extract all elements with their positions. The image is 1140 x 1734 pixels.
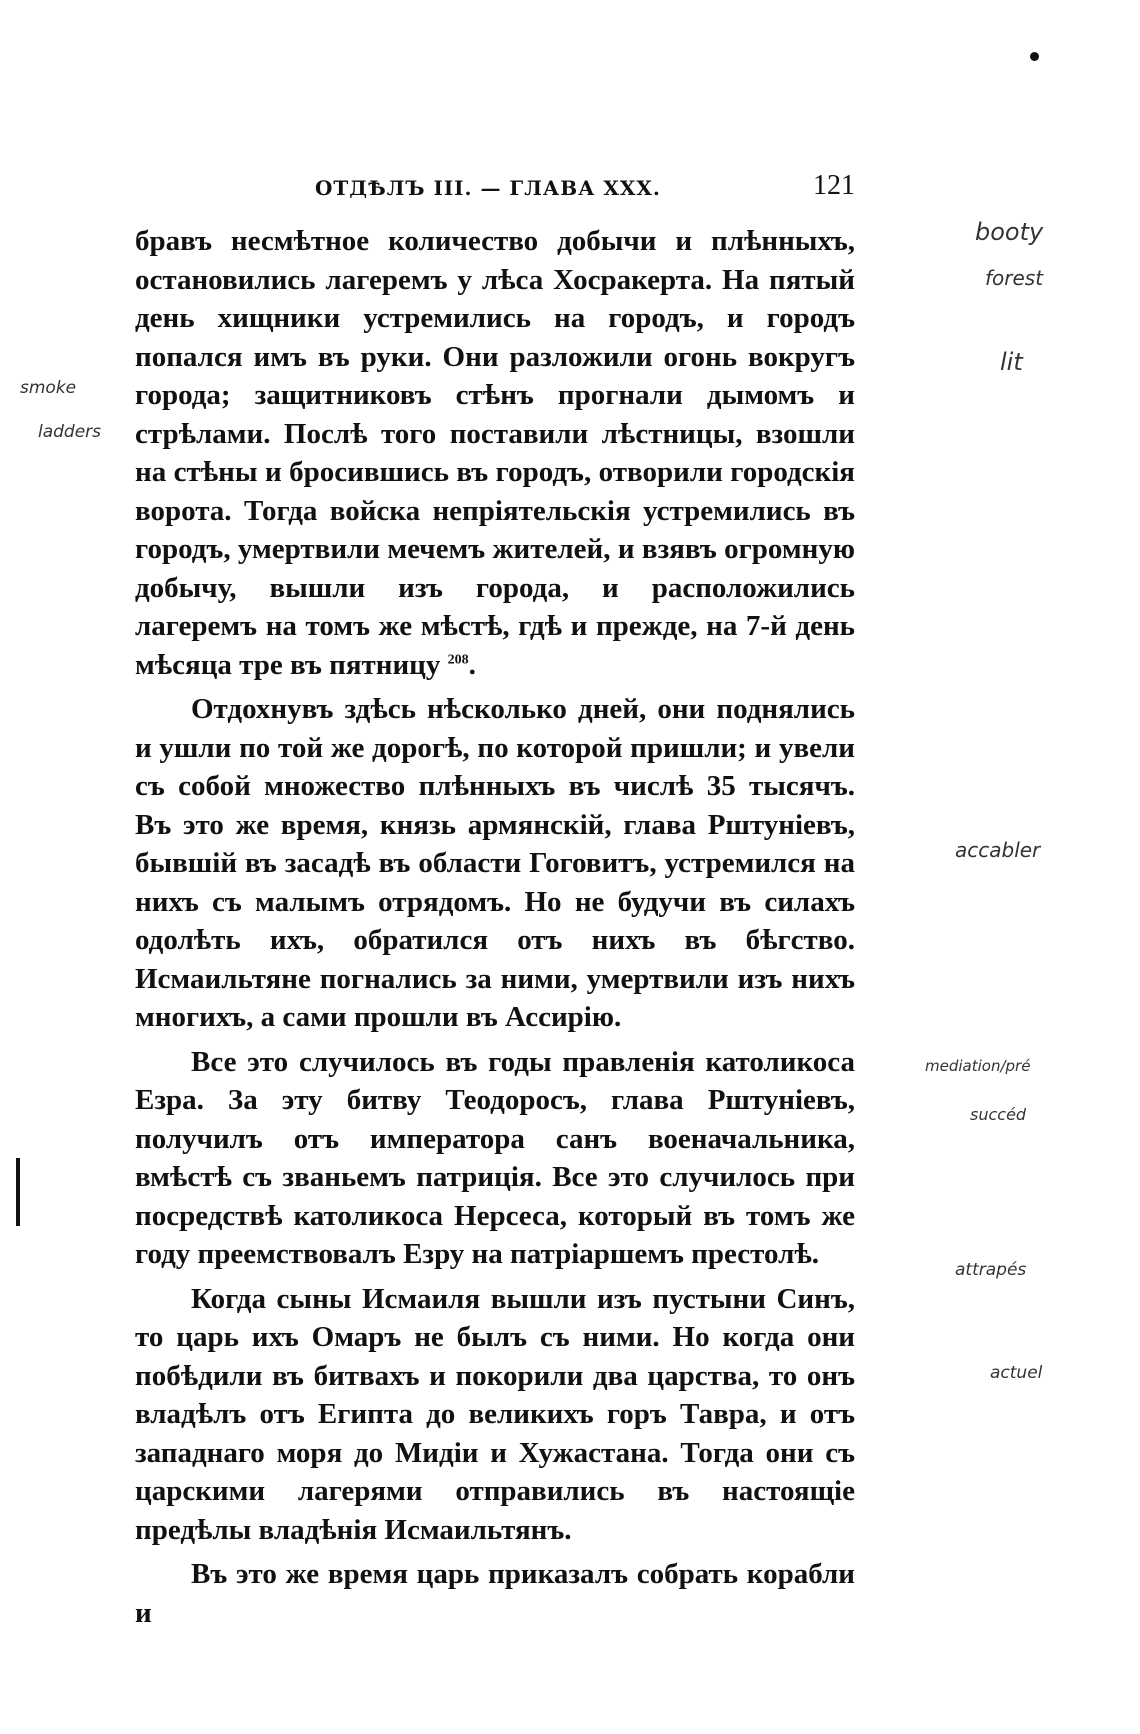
margin-note-smoke: smoke [20, 378, 77, 398]
paragraph-4: Когда сыны Исмаиля вышли изъ пустыни Синъ, то царь ихъ Омаръ не былъ съ ними. Но когда они побѣдили въ битвахъ и покорили два царства, то онъ владѣлъ отъ Египта до великихъ горъ Тавра, и отъ западнаго моря до Мидіи и Хужастана. Тогда они съ царскими лагерями отправились въ настоящіе предѣлы владѣнія Исмаильтянъ. [135, 1282, 855, 1546]
paragraph-1 [135, 222, 855, 684]
page-header [135, 170, 855, 210]
body-text [135, 222, 855, 1632]
ink-dot [1030, 52, 1039, 61]
footnote-ref-208: 208 [447, 651, 469, 667]
margin-note-forest: forest [985, 266, 1044, 290]
margin-note-succed: succéd [970, 1105, 1027, 1124]
margin-rule-mark [16, 1158, 20, 1226]
margin-note-actuel: actuel [990, 1363, 1043, 1383]
paragraph-1-text: бравъ несмѣтное количество добычи и плѣнныхъ, остановились лагеремъ у лѣса Хосракерта. На пятый день хищники устремились на городъ, и городъ попался имъ въ руки. Они разложили огонь вокругъ города; защитниковъ стѣнъ прогнали дымомъ и стрѣлами. Послѣ того поставили лѣстницы, взошли на стѣны и бросившись въ городъ, отворили городскія ворота. Тогда войска непріятельскія устремились въ городъ, умертвили мечемъ жителей, и взявъ огромную добычу, вышли изъ города, и расположились лагеремъ на томъ же мѣстѣ, гдѣ и прежде, на 7-й день мѣсяца тре въ пятницу [135, 225, 855, 681]
margin-note-ladders: ladders [38, 422, 102, 442]
paragraph-1-tail: . [468, 648, 476, 681]
margin-note-accabler: accabler [955, 838, 1041, 862]
margin-note-mediation: mediation/pré [925, 1057, 1031, 1075]
paragraph-5: Въ это же время царь приказалъ собрать корабли и [135, 1558, 855, 1629]
margin-note-lit: lit [1000, 348, 1023, 376]
paragraph-3: Все это случилось въ годы правленія католикоса Езра. За эту битву Теодоросъ, глава Рштуніевъ, получилъ отъ императора санъ военачальника, вмѣстѣ съ званьемъ патриція. Все это случилось при посредствѣ католикоса Нерсеса, который въ томъ же году преемствовалъ Езру на патріаршемъ престолѣ. [135, 1045, 855, 1270]
margin-note-attrapes: attrapés [955, 1260, 1027, 1280]
running-head: ОТДѢЛЪ III. — ГЛАВА XXX. [315, 176, 661, 200]
paragraph-2: Отдохнувъ здѣсь нѣсколько дней, они поднялись и ушли по той же дорогѣ, по которой пришли; и увели съ собой множество плѣнныхъ въ числѣ 35 тысячъ. Въ это же время, князь армянскій, глава Рштуніевъ, бывшій въ засадѣ въ области Гоговитъ, устремился на нихъ съ малымъ отрядомъ. Но не будучи въ силахъ одолѣть ихъ, обратился отъ нихъ въ бѣгство. Исмаильтяне погнались за ними, умертвили изъ нихъ многихъ, а сами прошли въ Ассирію. [135, 693, 855, 1033]
margin-note-booty: booty [975, 218, 1044, 246]
page-number: 121 [813, 170, 855, 201]
